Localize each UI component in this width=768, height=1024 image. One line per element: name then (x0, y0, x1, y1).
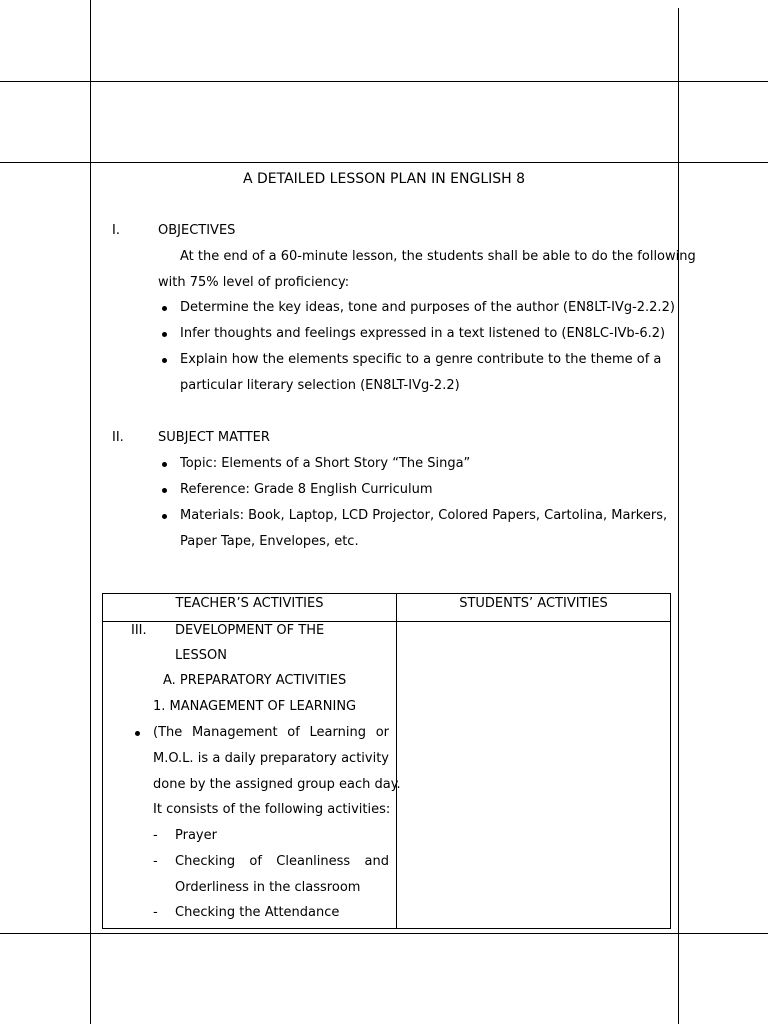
mol-activity-item: - Checking the Attendance (175, 905, 339, 921)
frame-line-bottom (0, 933, 768, 934)
subject-matter-item: Reference: Grade 8 English Curriculum (180, 482, 433, 497)
objectives-intro-line2: with 75% level of proficiency: (158, 275, 350, 290)
frame-line-left (90, 0, 91, 1024)
objectives-numeral: I. (112, 223, 120, 238)
objective-item: Infer thoughts and feelings expressed in a text listened to (EN8LC-IVb-6.2) (180, 326, 666, 341)
mol-description-line: It consists of the following activities: (153, 802, 391, 817)
mol-activity-item: - Prayer (175, 828, 217, 844)
development-title-line2: LESSON (175, 648, 227, 663)
col-header-teacher: TEACHER’S ACTIVITIES (175, 596, 324, 611)
preparatory-activities-heading: A. PREPARATORY ACTIVITIES (163, 673, 347, 688)
objective-item: Explain how the elements specific to a genre contribute to the theme of a (180, 352, 662, 367)
objective-item-continuation: particular literary selection (EN8LT-IVg-2.2) (180, 378, 460, 393)
col-header-students: STUDENTS’ ACTIVITIES (459, 596, 608, 611)
document-title: A DETAILED LESSON PLAN IN ENGLISH 8 (242, 171, 526, 187)
objective-item: Determine the key ideas, tone and purposes of the author (EN8LT-IVg-2.2.2) (180, 300, 675, 315)
mol-activity-item: - Checking of Cleanliness and (175, 854, 389, 870)
subject-matter-numeral: II. (112, 430, 124, 445)
table-column-divider (396, 594, 397, 928)
subject-matter-item: Materials: Book, Laptop, LCD Projector, Colored Papers, Cartolina, Markers, (180, 508, 668, 523)
subject-matter-heading: SUBJECT MATTER (158, 430, 270, 445)
subject-matter-item-continuation: Paper Tape, Envelopes, etc. (180, 534, 359, 549)
mol-description-line: done by the assigned group each day. (153, 777, 401, 792)
frame-line-right (678, 8, 679, 1024)
frame-line-top-2 (0, 162, 768, 163)
table-header-divider (103, 621, 670, 622)
mol-activity-item-continuation: Orderliness in the classroom (175, 880, 361, 895)
subject-matter-item: Topic: Elements of a Short Story “The Singa” (180, 456, 471, 471)
mol-description-line: M.O.L. is a daily preparatory activity (153, 751, 389, 766)
development-title-line1: DEVELOPMENT OF THE (175, 623, 325, 638)
management-of-learning-heading: 1. MANAGEMENT OF LEARNING (153, 699, 357, 714)
mol-description-line: (The Management of Learning or (153, 725, 389, 740)
objectives-intro-line1: At the end of a 60-minute lesson, the students shall be able to do the following (180, 249, 696, 264)
frame-line-top-1 (0, 81, 768, 82)
objectives-heading: OBJECTIVES (158, 223, 236, 238)
development-numeral: III. (131, 623, 147, 638)
